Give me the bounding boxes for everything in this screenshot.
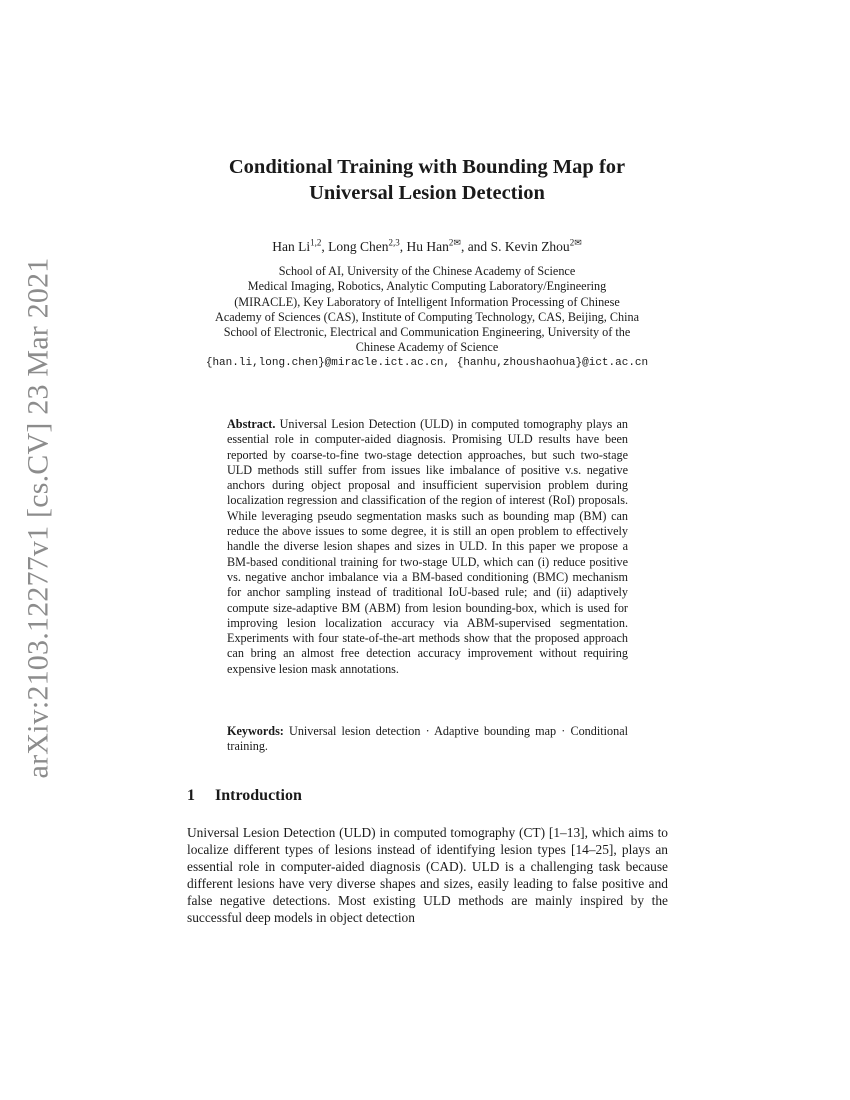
affiliations [180, 264, 674, 371]
author: S. Kevin Zhou$^{2✉}$ [490, 237, 582, 254]
keywords-text: Universal lesion detection · Adaptive bounding map · Conditional training. [227, 724, 628, 754]
affiliation-line: Chinese Academy of Science [355, 340, 499, 355]
title-line-2: Universal Lesion Detection [309, 182, 545, 204]
author-emails: {han.li,long.chen}@miracle.ict.ac.cn, {hanhu,zhoushaohua}@ict.ac.cn [205, 356, 649, 369]
abstract [227, 417, 628, 677]
abstract-text: Universal Lesion Detection (ULD) in computed tomography plays an essential role in computer-aided diagnosis. Promising ULD results have been reported by coarse-to-fine two-stage detection approaches, but such two-stage ULD methods still suffer from issues like imbalance of positive v.s. negative anchors during object proposal and insufficient supervision problem during localization regression and classification of the region of interest (RoI) proposals. While leveraging pseudo segmentation masks such as bounding map (BM) can reduce the above issues to some degree, it is still an open problem to effectively handle the diverse lesion shapes and sizes in ULD. In this paper we propose a BM-based conditional training for two-stage ULD, which can (i) reduce positive vs. negative anchor imbalance via a BM-based conditioning (BMC) mechanism for anchor sampling instead of traditional IoU-based rule; and (ii) adaptively compute size-adaptive BM (ABM) from lesion bounding-box, which is used for improving lesion localization accuracy via ABM-supervised segmentation. Experiments with four state-of-the-art methods show that the proposed approach can bring an almost free detection accuracy improvement without requiring expensive lesion mask annotations. [227, 417, 628, 676]
section-heading [187, 786, 302, 806]
author: Long Chen$^{2,3}$, [328, 237, 407, 254]
paper-title [150, 154, 704, 206]
affiliation-line: Medical Imaging, Robotics, Analytic Computing Laboratory/Engineering [247, 279, 607, 294]
author: Hu Han$^{2✉}$, and [406, 237, 491, 254]
affiliation-line: (MIRACLE), Key Laboratory of Intelligent Information Processing of Chinese [234, 294, 620, 309]
section-title: Introduction [215, 787, 302, 804]
keywords [227, 724, 628, 755]
author: Han Li$^{1,2}$, [272, 237, 329, 254]
title-line-1: Conditional Training with Bounding Map for [228, 156, 626, 178]
section-number: 1 [187, 787, 195, 804]
affiliation-line: School of AI, University of the Chinese Academy of Science [278, 264, 576, 278]
arxiv-identifier: arXiv:2103.12277v1 [cs.CV] 23 Mar 2021 [21, 257, 54, 779]
introduction-paragraph: Universal Lesion Detection (ULD) in computed tomography (CT) [1–13], which aims to localize different types of lesions instead of identifying lesion types [14–25], plays an essential role in computer-aided diagnosis (CAD). ULD is a challenging task because different lesions have very diverse shapes and sizes, easily leading to false positive and false negative detections. Most existing ULD methods are mainly inspired by the successful deep models in object detection [187, 825, 668, 926]
author-list [150, 233, 704, 256]
affiliation-line: School of Electronic, Electrical and Communication Engineering, University of the [223, 325, 631, 340]
keywords-label: Keywords: [227, 724, 284, 738]
arxiv-sidebar [14, 257, 62, 779]
affiliation-line: Academy of Sciences (CAS), Institute of Computing Technology, CAS, Beijing, China [215, 309, 639, 324]
abstract-label: Abstract. [227, 417, 276, 431]
